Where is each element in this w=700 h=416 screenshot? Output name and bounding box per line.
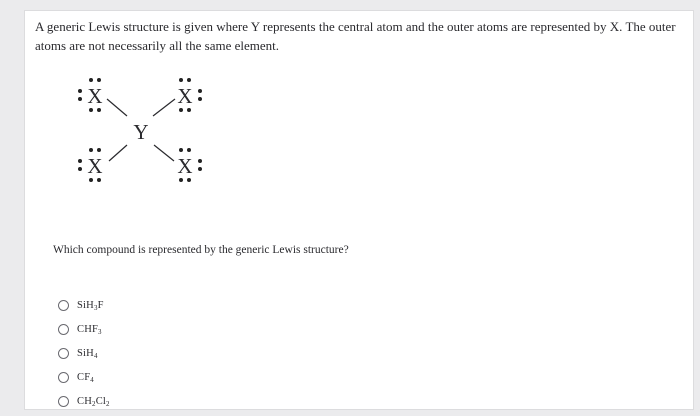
answer-choices (58, 293, 110, 413)
outer-atom-bottom-left: X (87, 154, 103, 178)
question-card (24, 10, 694, 410)
radio-button[interactable] (58, 396, 69, 407)
answer-choice[interactable] (58, 341, 110, 365)
answer-choice[interactable] (58, 293, 110, 317)
bond-line (107, 99, 127, 116)
bond-line (154, 145, 174, 161)
question-prompt: Which compound is represented by the generic Lewis structure? (53, 244, 349, 256)
central-atom: Y (133, 120, 149, 144)
outer-atom-bottom-right: X (177, 154, 193, 178)
choice-formula: $CHF_3$ (77, 323, 102, 336)
outer-atom-top-right: X (177, 84, 193, 108)
choice-formula: $CF_4$ (77, 371, 94, 384)
question-stem: A generic Lewis structure is given where Y represents the central atom and the outer atoms are represented by X. The outer atoms are not necessarily all the same element. (35, 19, 676, 53)
answer-choice[interactable] (58, 317, 110, 341)
radio-button[interactable] (58, 372, 69, 383)
lewis-structure-diagram (57, 69, 237, 199)
radio-button[interactable] (58, 348, 69, 359)
answer-choice[interactable] (58, 365, 110, 389)
radio-button[interactable] (58, 324, 69, 335)
choice-formula: SiH$_4$ (77, 347, 98, 360)
answer-choice[interactable] (58, 389, 110, 413)
bond-line (153, 99, 175, 116)
bond-line (109, 145, 127, 161)
outer-atom-top-left: X (87, 84, 103, 108)
choice-formula: SiH$_3$F (77, 299, 104, 312)
radio-button[interactable] (58, 300, 69, 311)
choice-formula: $CH_2Cl_2$ (77, 395, 110, 408)
